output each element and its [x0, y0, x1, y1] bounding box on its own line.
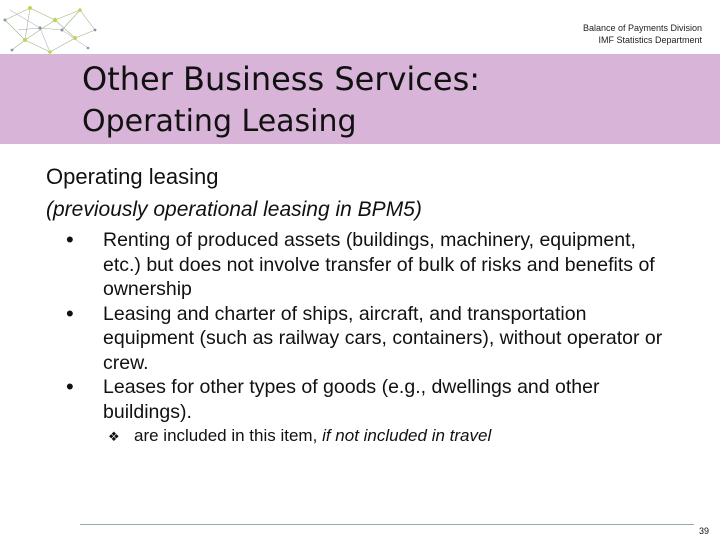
sub-bullet-italic-text: if not included in travel	[322, 426, 492, 445]
bullet-item	[56, 375, 676, 424]
bullet-text: Leasing and charter of ships, aircraft, and transportation equipment (such as railway cars, containers), without operator or crew.	[103, 302, 663, 374]
network-logo-icon	[0, 0, 100, 60]
section-heading: Operating leasing	[46, 164, 219, 189]
bullet-icon: •	[66, 227, 74, 252]
sub-bullet-text: are included in this item,	[134, 426, 318, 445]
slide-title-line2: Operating Leasing	[82, 104, 357, 139]
division-name: Balance of Payments Division	[582, 23, 702, 33]
bullet-icon: •	[66, 374, 74, 399]
bullet-item	[56, 302, 676, 376]
department-name: IMF Statistics Department	[598, 35, 702, 45]
bullet-text: Leases for other types of goods (e.g., dwellings and other buildings).	[103, 376, 600, 423]
section-subheading: (previously operational leasing in BPM5)	[46, 198, 422, 221]
slide-title-line1: Other Business Services:	[82, 60, 481, 98]
footer-divider	[80, 524, 714, 541]
sub-bullet-item	[108, 426, 491, 446]
bullet-icon: •	[66, 300, 74, 326]
bullet-item	[56, 228, 676, 302]
bullet-list	[56, 228, 676, 424]
department-info	[583, 22, 702, 46]
diamond-bullet-icon: ❖	[108, 429, 120, 444]
bullet-text: Renting of produced assets (buildings, machinery, equipment, etc.) but does not involve transfer of bulk of risks and benefits of ownership	[103, 229, 655, 300]
page-number: 39	[694, 524, 714, 540]
